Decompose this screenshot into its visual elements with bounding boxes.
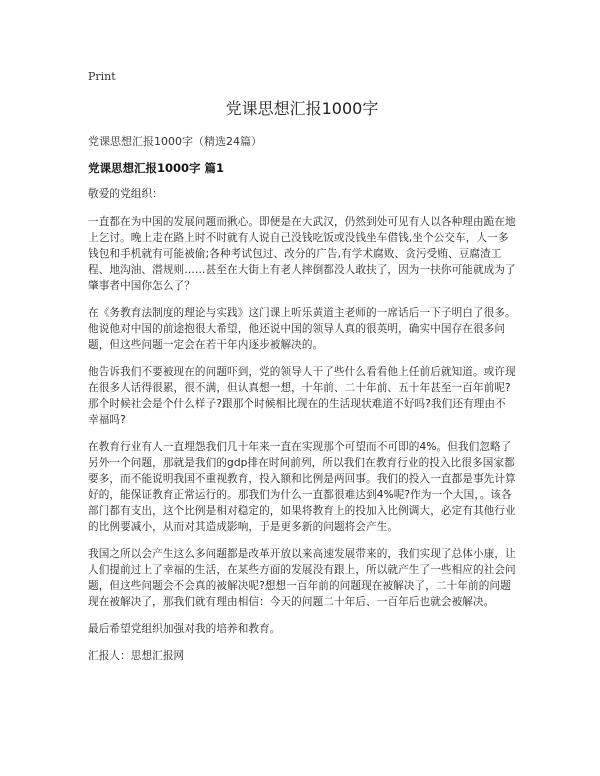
- document-body: [88, 186, 516, 675]
- document-title: 党课思想汇报1000字: [225, 99, 379, 118]
- document-subtitle: 党课思想汇报1000字（精选24篇）: [88, 135, 262, 148]
- paragraph: 他告诉我们不要被现在的问题吓到，党的领导人干了些什么看看他上任前后就知道。或许现在很多人话得很累，很不满，但认真想一想，十年前、二十年前、五十年甚至一百年前呢?那个时候社会是个什么样子?跟那个时候相比现在的生活现状难道不好吗?我们还有理由不幸福吗?: [88, 366, 516, 426]
- paragraph: 在《务教育法制度的理论与实践》这门课上听乐黄道主老师的一席话后一下子明白了很多。他说他对中国的前途抱很大希望，他还说中国的领导人真的很英明，确实中国存在很多问题，但这些问题一定会在若干年内逐步被解决的。: [88, 307, 516, 351]
- paragraph: 在教育行业有人一直埋怨我们几十年来一直在实现那个可望而不可即的4%。但我们忽略了另外一个问题，那就是我们的gdp排在时间前列，所以我们在教育行业的投入比很多国家都要多，而不能说明我国不重视教育，投入额和比例是两回事。我们的投入一直都是事先计算好的，能保证教育正常运行的。那我们为什么一直都很难达到4%呢?作为一个大国，。该各部门都有支出，这个比例是相对稳定的，如果将教育上的投加入比例调大，必定有其他行业的比例要减小，从而对其造成影响，于是更多新的问题将会产生。: [88, 441, 516, 533]
- print-link[interactable]: Print: [88, 70, 116, 83]
- closing-paragraph: 最后希望党组织加强对我的培养和教育。: [88, 623, 281, 635]
- section-title: 党课思想汇报1000字 篇1: [88, 161, 225, 175]
- salutation: 敬爱的党组织：: [88, 188, 163, 200]
- signature: 汇报人：思想汇报网: [88, 650, 185, 662]
- paragraph: 我国之所以会产生这么多问题都是改革开放以来高速发展带来的，我们实现了总体小康，让人们提前过上了幸福的生活，在某些方面的发展没有跟上，所以就产生了一些相应的社会问题，但这些问题会不会真的被解决呢?想想一百年前的问题现在被解决了，二十年前的问题现在被解决了，那我们就有理由相信：今天的问题二十年后、一百年后也就会被解决。: [88, 548, 516, 608]
- paragraph: 一直都在为中国的发展问题而揪心。即便是在大武汉，仍然到处可见有人以各种理由跪在地上乞讨。晚上走在路上时不时就有人说自己没钱吃饭或没钱坐车借钱,坐个公交车，人一多钱包和手机就有可能被偷;各种考试包过、改分的广告,有学术腐败、贪污受贿、豆腐渣工程、地沟油、潜规则……甚至在大街上有老人摔倒都没人敢扶了，因为一扶你可能就成为了肇事者中国你怎么了？: [88, 216, 516, 292]
